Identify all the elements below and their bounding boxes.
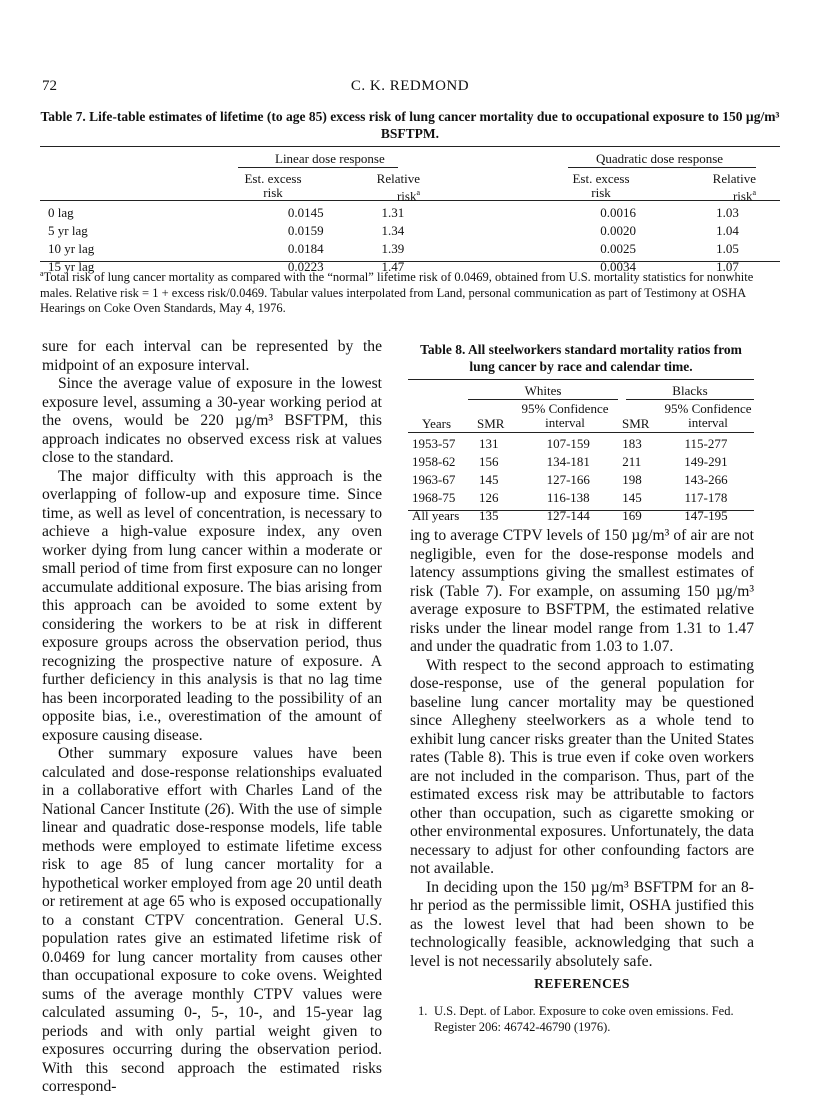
paragraph: The major difficulty with this approach is the overlapping of follow-up and exposure time. Since time, as well as level of concentration, is necessary to achieve a high-value exposure index, any oven worker dying from lung cancer within a moderate or small period of time from first exposure can no longer accumulate additional exposure. The bias arising from this approach can be avoided to some extent by considering the workers to be at risk in different exposure groups across the observation period, thus recognizing the prospective nature of exposure. A further deficiency in this analysis is that no lag time has been incorporated leading to the possibility of an opposite bias, i.e., overestimation of the amount of exposure causing disease.	[42, 467, 382, 744]
table8-caption: Table 8. All steelworkers standard mortality ratios from lung cancer by race and calendar time.	[420, 342, 742, 374]
paragraph: ing to average CTPV levels of 150 µg/m³ of air are not negligible, even for the dose-response models and latency assumptions giving the smallest estimates of risk (Table 7). For example, on assuming 150 µg/m³ average exposure to BSFTPM, the estimated relative risks under the linear model range from 1.31 to 1.47 and under the quadratic from 1.03 to 1.07.	[410, 527, 754, 655]
table7-col-lin-relative: Relative risk$^a$	[376, 171, 420, 204]
paragraph: Since the average value of exposure in the lowest exposure level, assuming a 30-year working period at the ovens, would be 220 µg/m³ BSFTPM, this approach indicates no observed excess risk at values close to the standard.	[42, 375, 382, 466]
table7-linear-rule	[238, 167, 398, 168]
reference-item: 1. U.S. Dept. of Labor. Exposure to coke oven emissions. Fed. Register 206: 46742-46790 (1976).	[418, 1004, 734, 1034]
table-row: 1953-57 131 107-159 183 115-277	[412, 436, 728, 451]
table8-body	[408, 435, 754, 525]
table8-top-rule	[408, 379, 754, 380]
table8-blacks-rule	[626, 399, 754, 400]
citation-26: 26	[209, 800, 226, 818]
paragraph: With respect to the second approach to estimating dose-response, use of the general population for baseline lung cancer mortality may be questioned since Allegheny steelworkers as a whole tend to exhibit lung cancer risks greater than the United States rates (Table 8). This is true even if coke oven workers are not included in the comparison. Thus, part of the estimated excess risk may be attributable to factors other than occupation, such as cigarette smoking or other environmental exposures. Unfortunately, the data necessary to adjust for other confounding factors are not available.	[410, 656, 754, 877]
table8-col-blacks-smr: SMR	[622, 416, 650, 431]
table-row: 1968-75 126 116-138 145 117-178	[412, 490, 728, 505]
table-row: 1958-62 156 134-181 211 149-291	[412, 454, 728, 469]
table7-footnote: $^a$Total risk of lung cancer mortality as compared with the “normal” lifetime risk of 0.0469, obtained from U.S. mortality statistics for nonwhite males. Relative risk = 1 + excess risk/0.0469. Tabular values interpolated from Land, personal communication as part of Testimony at OSHA Hearings on Coke Oven Standards, May 4, 1976.	[40, 269, 754, 316]
table8-col-blacks-ci: 95% Confidence interval	[664, 401, 752, 430]
paragraph: In deciding upon the 150 µg/m³ BSFTPM for an 8-hr period as the permissible limit, OSHA justified this as the lowest level that had been shown to be technologically feasible, acknowledging that such a level is not necessarily absolutely safe.	[410, 878, 754, 970]
paragraph: Other summary exposure values have been calculated and dose-response relationships evaluated in a collaborative effort with Charles Land of the National Cancer Institute (26). With the use of simple linear and quadratic dose-response models, life table methods were employed to estimate lifetime excess risk to age 85 of lung cancer mortality for a hypothetical worker employed from age 20 until death or retirement at age 65 who is exposed occupationally to a constant CTPV concentration. General U.S. population rates give an estimated lifetime risk of 0.0469 for lung cancer mortality from causes other than occupational exposure to coke ovens. Weighted sums of the average monthly CTPV values were calculated assuming 0-, 5-, 10-, and 15-year lag periods and with only partial weight given to exposures occurring during the observation period. With this second approach the estimated risks correspond-	[42, 745, 383, 1095]
table-row: All years 135 127-144 169 147-195	[412, 508, 728, 523]
table-row: 0 lag 0.0145 1.31 0.0016 1.03	[48, 205, 739, 220]
table8-header-rule	[408, 432, 754, 433]
table8-col-years: Years	[422, 416, 452, 431]
table-row: 10 yr lag 0.0184 1.39 0.0025 1.05	[48, 241, 739, 256]
table7-col-lin-excess: Est. excess risk	[244, 171, 302, 200]
table8-col-whites-ci: 95% Confidence interval	[521, 401, 609, 430]
page-number: 72	[42, 78, 57, 94]
table7-quadratic-rule	[568, 167, 756, 168]
table7-group-quadratic: Quadratic dose response	[596, 151, 724, 166]
right-column	[410, 527, 754, 971]
left-column	[42, 338, 382, 1097]
table7-top-rule	[40, 146, 780, 147]
table7-col-quad-relative: Relative risk$^a$	[712, 171, 756, 204]
paragraph: sure for each interval can be represented by the midpoint of an exposure interval.	[42, 338, 382, 374]
table8-whites-rule	[468, 399, 618, 400]
table-row: 15 yr lag 0.0223 1.47 0.0034 1.07	[48, 259, 739, 274]
table7-caption: Table 7. Life-table estimates of lifetime (to age 85) excess risk of lung cancer mortality due to occupational exposure to 150 µg/m³ BSFTPM.	[40, 109, 780, 141]
table-row: 5 yr lag 0.0159 1.34 0.0020 1.04	[48, 223, 739, 238]
table8-group-blacks: Blacks	[672, 383, 708, 398]
table7-group-linear: Linear dose response	[275, 151, 385, 166]
table8-col-whites-smr: SMR	[477, 416, 505, 431]
table8-group-whites: Whites	[524, 383, 562, 398]
references-heading: REFERENCES	[534, 976, 630, 991]
running-head: C. K. REDMOND	[350, 78, 470, 94]
table7-col-quad-excess: Est. excess risk	[572, 171, 630, 200]
table-row: 1963-67 145 127-166 198 143-266	[412, 472, 728, 487]
